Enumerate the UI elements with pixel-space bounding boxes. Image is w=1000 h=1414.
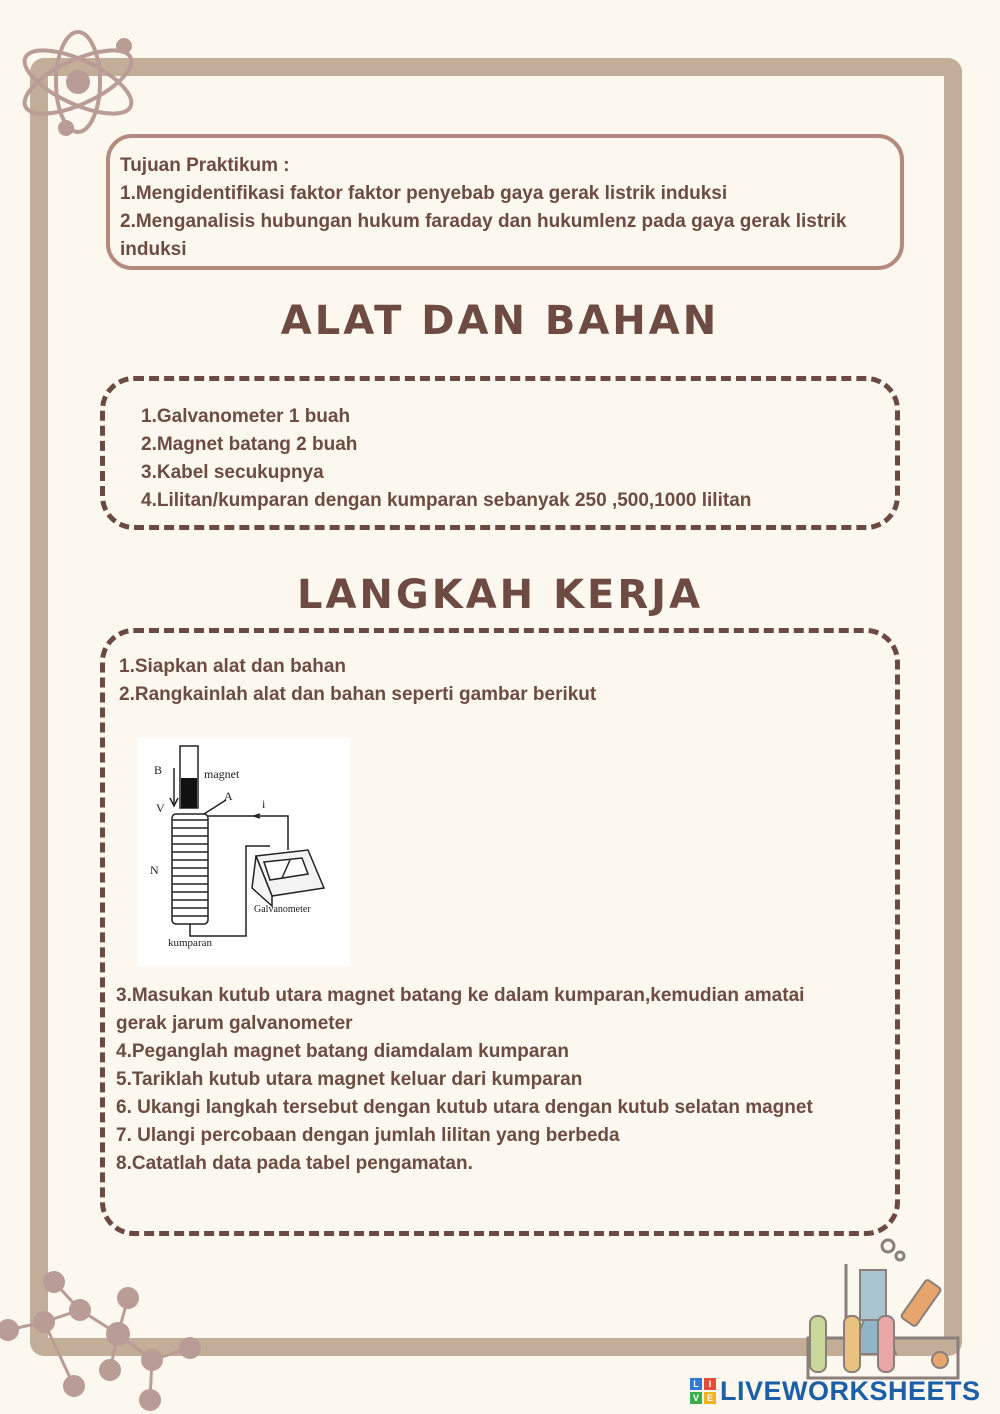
label-i: i — [262, 797, 266, 811]
langkah-item: 1.Siapkan alat dan bahan — [119, 656, 347, 677]
induction-circuit-diagram — [138, 738, 350, 966]
liveworksheets-brand: LIVEWORKSHEETS — [720, 1375, 981, 1406]
lab-equipment-icon — [800, 1236, 990, 1386]
tujuan-item: 1.Mengidentifikasi faktor faktor penyebab gaya gerak listrik induksi — [120, 183, 728, 204]
tujuan-box — [106, 134, 904, 270]
label-b: B — [154, 763, 163, 777]
langkah-heading: LANGKAH KERJA — [296, 572, 704, 618]
langkah-item: 4.Peganglah magnet batang diamdalam kumparan — [116, 1041, 569, 1062]
alat-heading: ALAT DAN BAHAN — [280, 298, 720, 344]
label-magnet: magnet — [204, 767, 240, 781]
alat-box — [100, 376, 900, 530]
liveworksheets-logo — [690, 1374, 981, 1408]
langkah-item: 7. Ulangi percobaan dengan jumlah lilitan yang berbeda — [116, 1125, 620, 1146]
langkah-item: 2.Rangkainlah alat dan bahan seperti gambar berikut — [119, 684, 597, 705]
atom-icon — [10, 20, 150, 140]
label-v: V — [156, 801, 165, 815]
label-n: N — [150, 863, 159, 877]
badge-letter: L — [690, 1378, 702, 1390]
alat-item: 3.Kabel secukupnya — [141, 462, 324, 483]
alat-item: 4.Lilitan/kumparan dengan kumparan sebanyak 250 ,500,1000 lilitan — [141, 490, 752, 511]
tujuan-title: Tujuan Praktikum : — [120, 155, 290, 176]
galvanometer — [252, 850, 324, 906]
langkah-item: 5.Tariklah kutub utara magnet keluar dari kumparan — [116, 1069, 583, 1090]
langkah-item: 8.Catatlah data pada tabel pengamatan. — [116, 1153, 473, 1174]
langkah-item: 3.Masukan kutub utara magnet batang ke dalam kumparan,kemudian amatai gerak jarum galvanometer — [116, 985, 805, 1034]
langkah-steps-continued — [116, 982, 836, 1178]
badge-letter: I — [704, 1378, 716, 1390]
langkah-item: 6. Ukangi langkah tersebut dengan kutub utara dengan kutub selatan magnet — [116, 1097, 813, 1118]
badge-letter: E — [704, 1392, 716, 1404]
molecule-icon — [0, 1260, 220, 1414]
liveworksheets-badge — [690, 1378, 716, 1404]
label-galvanometer: Galvanometer — [254, 904, 311, 915]
alat-item: 2.Magnet batang 2 buah — [141, 434, 358, 455]
magnet-south-pole — [181, 778, 197, 808]
badge-letter: V — [690, 1392, 702, 1404]
alat-item: 1.Galvanometer 1 buah — [141, 406, 351, 427]
tujuan-item: 2.Menganalisis hubungan hukum faraday dan hukumlenz pada gaya gerak listrik induksi — [120, 211, 847, 260]
label-kumparan: kumparan — [168, 937, 212, 949]
label-a: A — [224, 789, 233, 803]
